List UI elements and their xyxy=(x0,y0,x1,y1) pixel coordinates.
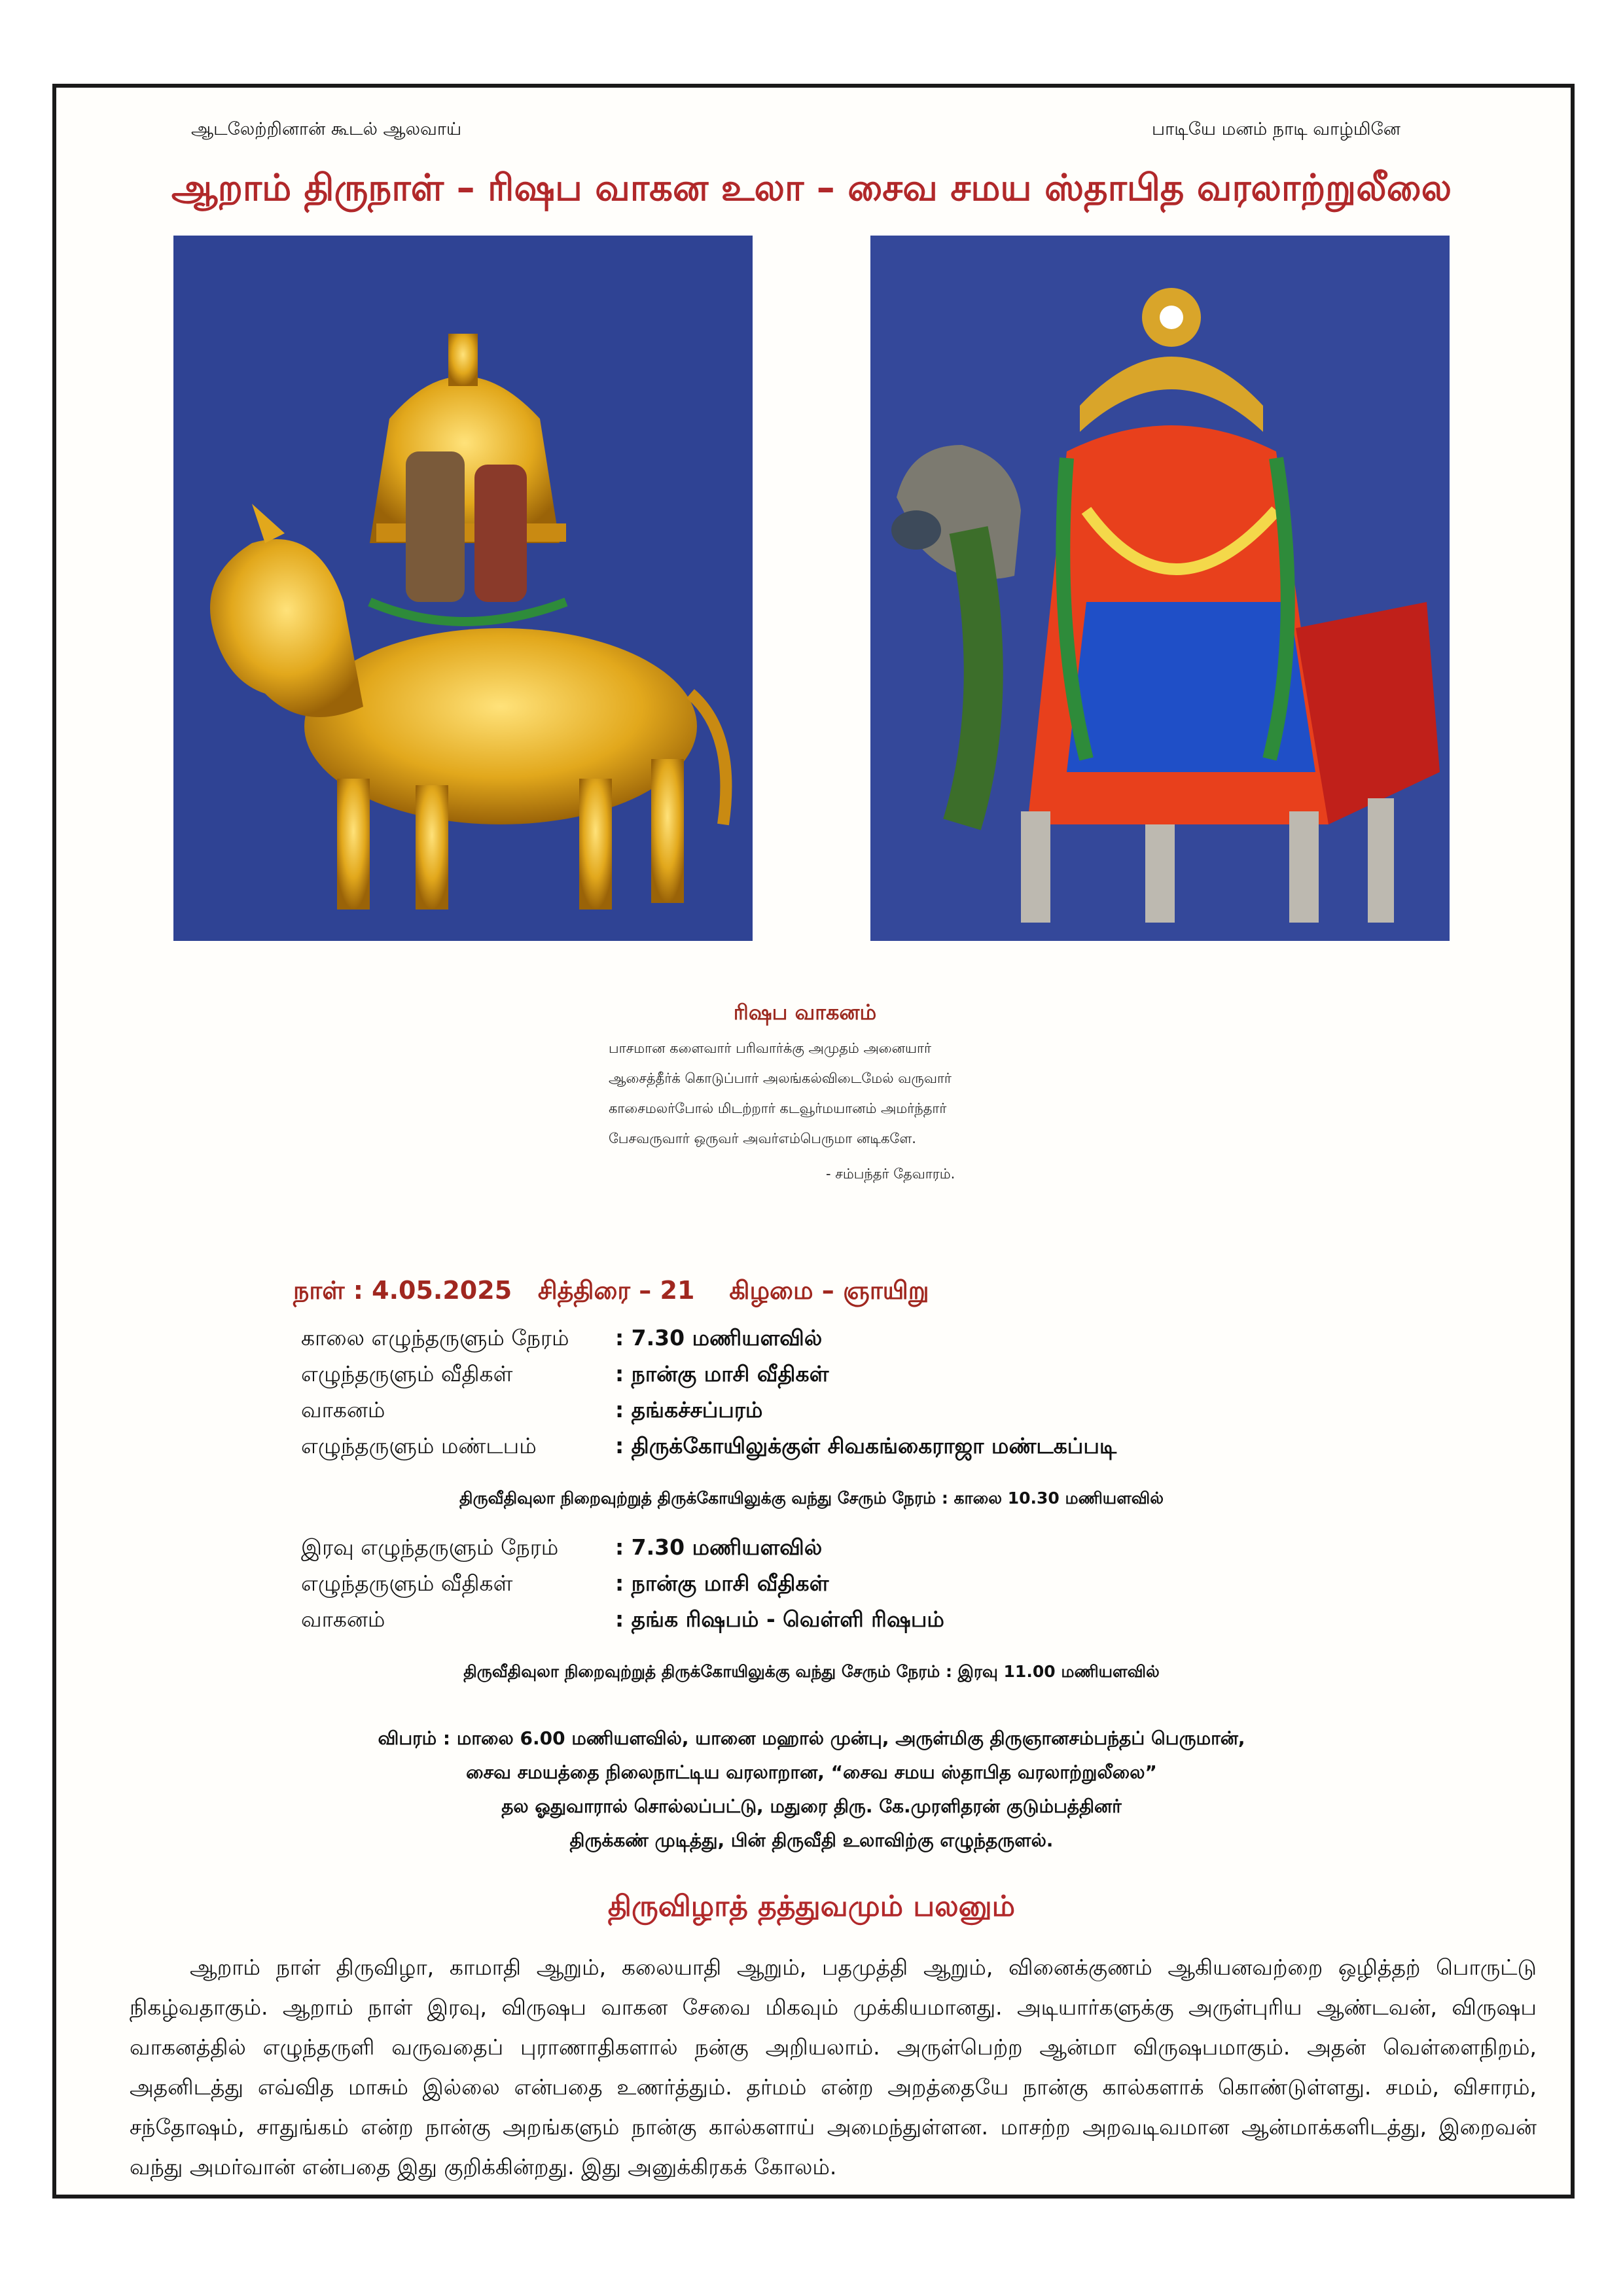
morning-return-note: திருவீதிவுலா நிறைவுற்றுத் திருக்கோயிலுக்கு வந்து சேரும் நேரம் : காலை 10.30 மணியளவில் xyxy=(459,1489,1164,1508)
section-title: திருவிழாத் தத்துவமும் பலனும் xyxy=(607,1890,1016,1923)
section-paragraph: ஆறாம் நாள் திருவிழா, காமாதி ஆறும், கலையாதி ஆறும், பதமுத்தி ஆறும், வினைக்குணம் ஆகியனவற்றை ஒழித்தற் பொருட்டு நிகழ்வதாகும். ஆறாம் நாள் இரவு, விருஷப வாகன சேவை மிகவும் முக்கியமானது. அடியார்களுக்கு அருள்புரிய ஆண்டவன், விருஷப வாகனத்தில் எழுந்தருளி வருவதைப் புராணாதிகளால் நன்கு அறியலாம். அருள்பெற்ற ஆன்மா விருஷபமாகும். அதன் வெள்ளைநிறம், அதனிடத்து எவ்வித மாசும் இல்லை என்பதை உணர்த்தும். தர்மம் என்ற அறத்தையே நான்கு கால்களாக் கொண்டுள்ளது. சமம், விசாரம், சந்தோஷம், சாதுங்கம் என்ற நான்கு அறங்களும் நான்கு கால்களாய் அமைந்துள்ளன. மாசற்ற அறவடிவமான ஆன்மாக்களிடத்து, இறைவன் வந்து அமர்வான் என்பதை இது குறிக்கின்றது. இது அனுக்கிரகக் கோலம். xyxy=(130,1954,1537,2180)
poem-line: பாசமான களைவார் பரிவார்க்கு அமுதம் அனையார் xyxy=(609,1040,931,1056)
details-line: தல ஓதுவாரால் சொல்லப்பட்டு, மதுரை திரு. கே.முரளிதரன் குடும்பத்தினர் xyxy=(501,1795,1122,1817)
schedule-label: எழுந்தருளும் வீதிகள் xyxy=(301,1570,513,1596)
poem-line: காசைமலர்போல் மிடற்றார் கடவூர்மயானம் அமர்ந்தார் xyxy=(609,1101,947,1116)
date-line: நாள் : 4.05.2025 சித்திரை – 21 கிழமை – ஞாயிறு xyxy=(293,1276,929,1305)
golden-rishabam-photo xyxy=(173,236,753,941)
schedule-value: : 7.30 மணியளவில் xyxy=(615,1325,823,1351)
details-line: சைவ சமயத்தை நிலைநாட்டிய வரலாறான, “சைவ சமய ஸ்தாபித வரலாற்றுலீலை” xyxy=(466,1761,1157,1783)
schedule-value: : திருக்கோயிலுக்குள் சிவகங்கைராஜா மண்டகப்படி xyxy=(615,1433,1117,1458)
poem-title: ரிஷப வாகனம் xyxy=(733,1000,877,1025)
details-line: விபரம் : மாலை 6.00 மணியளவில், யானை மஹால் முன்பு, அருள்மிகு திருஞானசம்பந்தப் பெருமான், xyxy=(378,1727,1245,1749)
schedule-value: : நான்கு மாசி வீதிகள் xyxy=(615,1570,829,1596)
schedule-value: : 7.30 மணியளவில் xyxy=(615,1534,823,1560)
schedule-label: எழுந்தருளும் மண்டபம் xyxy=(301,1433,537,1458)
schedule-label: இரவு எழுந்தருளும் நேரம் xyxy=(301,1534,559,1560)
decorated-rishabam-photo xyxy=(870,236,1450,941)
details-line: திருக்கண் முடித்து, பின் திருவீதி உலாவிற்கு எழுந்தருளல். xyxy=(569,1829,1054,1851)
header-left-verse: ஆடலேற்றினான் கூடல் ஆலவாய் xyxy=(191,119,462,139)
schedule-label: வாகனம் xyxy=(301,1606,385,1632)
schedule-value: : தங்க ரிஷபம் - வெள்ளி ரிஷபம் xyxy=(615,1606,944,1632)
poem-line: ஆசைத்தீர்க் கொடுப்பார் அலங்கல்விடைமேல் வருவார் xyxy=(609,1070,952,1086)
page-title: ஆறாம் திருநாள் – ரிஷப வாகன உலா – சைவ சமய ஸ்தாபித வரலாற்றுலீலை xyxy=(171,167,1452,209)
schedule-label: வாகனம் xyxy=(301,1397,385,1422)
schedule-label: எழுந்தருளும் வீதிகள் xyxy=(301,1361,513,1386)
night-return-note: திருவீதிவுலா நிறைவுற்றுத் திருக்கோயிலுக்கு வந்து சேரும் நேரம் : இரவு 11.00 மணியளவில் xyxy=(463,1662,1160,1681)
poem-line: பேசவருவார் ஒருவர் அவர்எம்பெருமா னடிகளே. xyxy=(609,1131,916,1146)
schedule-label: காலை எழுந்தருளும் நேரம் xyxy=(301,1325,569,1351)
schedule-value: : நான்கு மாசி வீதிகள் xyxy=(615,1361,829,1386)
schedule-value: : தங்கச்சப்பரம் xyxy=(615,1397,763,1422)
poem-author: - சம்பந்தர் தேவாரம். xyxy=(826,1166,955,1182)
header-right-verse: பாடியே மனம் நாடி வாழ்மினே xyxy=(1152,119,1400,139)
